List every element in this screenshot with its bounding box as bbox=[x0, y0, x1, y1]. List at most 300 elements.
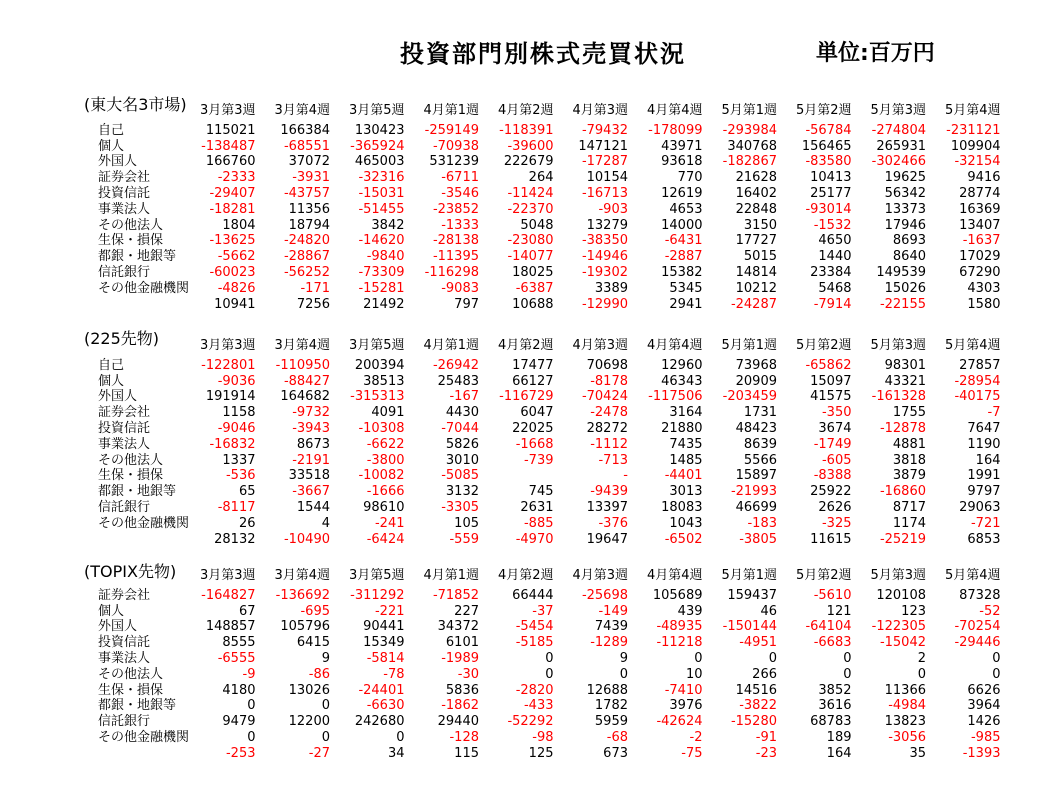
value-cell: 1544 bbox=[296, 499, 330, 515]
value-cell: 22848 bbox=[735, 201, 777, 217]
value-cell: -325 bbox=[821, 515, 852, 531]
week-header: 4月第3週 bbox=[572, 568, 628, 583]
value-cell: 105796 bbox=[280, 619, 330, 635]
value-cell: -12990 bbox=[581, 296, 628, 312]
value-cell: 2941 bbox=[669, 296, 703, 312]
value-cell: 3852 bbox=[818, 682, 852, 698]
value-cell: 1440 bbox=[818, 249, 852, 265]
value-cell: 34372 bbox=[437, 619, 479, 635]
value-cell: 43971 bbox=[661, 138, 703, 154]
value-cell: 11615 bbox=[810, 531, 852, 547]
value-cell: 148857 bbox=[205, 619, 256, 635]
value-cell: 0 bbox=[843, 650, 852, 666]
value-cell: -3805 bbox=[739, 531, 777, 547]
week-header: 4月第1週 bbox=[423, 103, 479, 118]
value-cell: 189 bbox=[826, 729, 852, 745]
value-cell: 227 bbox=[454, 603, 479, 619]
value-cell: -259149 bbox=[424, 122, 479, 138]
table-total-row bbox=[90, 297, 1005, 313]
row-label: 都銀・地銀等 bbox=[98, 249, 177, 265]
value-cell: -11218 bbox=[656, 635, 703, 651]
value-cell: -149 bbox=[598, 603, 628, 619]
value-cell: 19647 bbox=[586, 531, 628, 547]
value-cell: -28954 bbox=[954, 373, 1001, 389]
section-title: (225先物) bbox=[84, 329, 160, 348]
value-cell: -1668 bbox=[515, 436, 554, 452]
value-cell: -6387 bbox=[515, 280, 554, 296]
value-cell: 12619 bbox=[661, 185, 703, 201]
table-row bbox=[90, 619, 1005, 635]
value-cell: -8388 bbox=[813, 468, 852, 484]
row-label: 自己 bbox=[98, 357, 125, 373]
value-cell: -559 bbox=[449, 531, 479, 547]
row-label: 個人 bbox=[98, 373, 125, 389]
table-row bbox=[90, 154, 1005, 170]
value-cell: 5959 bbox=[594, 714, 628, 730]
value-cell: -32316 bbox=[358, 170, 405, 186]
value-cell: -136692 bbox=[275, 587, 330, 603]
value-cell: -605 bbox=[821, 452, 852, 468]
value-cell: 1174 bbox=[892, 515, 926, 531]
data-table bbox=[90, 338, 1005, 547]
value-cell: -73309 bbox=[358, 264, 405, 280]
value-cell: -68 bbox=[606, 729, 628, 745]
value-cell: -12878 bbox=[879, 420, 926, 436]
week-header: 4月第4週 bbox=[646, 103, 703, 118]
value-cell: -18281 bbox=[209, 201, 256, 217]
value-cell: 1190 bbox=[967, 436, 1001, 452]
value-cell: 159437 bbox=[727, 587, 777, 603]
value-cell: 3964 bbox=[967, 698, 1001, 714]
value-cell: -9036 bbox=[217, 373, 256, 389]
value-cell: 21880 bbox=[661, 420, 703, 436]
value-cell: -5814 bbox=[366, 650, 405, 666]
value-cell: 12688 bbox=[586, 682, 628, 698]
value-cell: 29063 bbox=[959, 499, 1001, 515]
value-cell: -1289 bbox=[590, 635, 628, 651]
table-row bbox=[90, 139, 1005, 155]
value-cell: -3943 bbox=[292, 420, 330, 436]
value-cell: 3842 bbox=[371, 217, 405, 233]
row-label: 外国人 bbox=[98, 154, 138, 170]
value-cell bbox=[479, 468, 554, 484]
value-cell: -22155 bbox=[879, 296, 926, 312]
value-cell: -10308 bbox=[358, 420, 405, 436]
table-row bbox=[90, 358, 1005, 374]
week-header: 4月第1週 bbox=[423, 568, 479, 583]
value-cell: 115 bbox=[454, 745, 479, 761]
table-row bbox=[90, 730, 1005, 746]
value-cell: -38350 bbox=[581, 233, 628, 249]
week-header: 3月第5週 bbox=[348, 103, 405, 118]
value-cell: 98610 bbox=[363, 499, 405, 515]
value-cell: 8693 bbox=[892, 233, 926, 249]
value-cell: -433 bbox=[523, 698, 554, 714]
value-cell: 0 bbox=[917, 666, 926, 682]
value-cell: -2820 bbox=[515, 682, 554, 698]
value-cell: 3879 bbox=[892, 468, 926, 484]
value-cell: 9416 bbox=[967, 170, 1001, 186]
corner-cell bbox=[90, 338, 181, 354]
value-cell: 3616 bbox=[818, 698, 852, 714]
row-label bbox=[90, 297, 181, 313]
value-cell: 18794 bbox=[288, 217, 330, 233]
week-header: 4月第3週 bbox=[572, 103, 628, 118]
value-cell: 7256 bbox=[296, 296, 330, 312]
week-header: 3月第5週 bbox=[348, 568, 405, 583]
row-label: 都銀・地銀等 bbox=[98, 484, 177, 500]
value-cell: -7 bbox=[987, 405, 1001, 421]
value-cell: 7647 bbox=[967, 420, 1001, 436]
value-cell: 1158 bbox=[222, 405, 256, 421]
value-cell: -70254 bbox=[954, 619, 1001, 635]
value-cell: 37072 bbox=[288, 154, 330, 170]
value-cell: 15097 bbox=[810, 373, 852, 389]
row-label: 信託銀行 bbox=[98, 499, 151, 515]
value-cell: -7914 bbox=[813, 296, 852, 312]
value-cell: 2631 bbox=[520, 499, 554, 515]
value-cell: -4984 bbox=[888, 698, 926, 714]
value-cell: 5566 bbox=[743, 452, 777, 468]
row-label bbox=[90, 746, 181, 762]
value-cell: -42624 bbox=[656, 714, 703, 730]
value-cell: -6555 bbox=[217, 650, 256, 666]
value-cell: 29440 bbox=[437, 714, 479, 730]
value-cell: -1862 bbox=[441, 698, 479, 714]
week-header: 5月第3週 bbox=[870, 103, 926, 118]
value-cell: -51455 bbox=[358, 201, 405, 217]
value-cell: -167 bbox=[449, 389, 479, 405]
value-cell: -22370 bbox=[507, 201, 554, 217]
table-row bbox=[90, 437, 1005, 453]
row-label: 事業法人 bbox=[98, 436, 151, 452]
value-cell: 797 bbox=[454, 296, 479, 312]
value-cell: 12200 bbox=[288, 714, 330, 730]
value-cell: -88427 bbox=[283, 373, 330, 389]
value-cell: 3132 bbox=[445, 484, 479, 500]
value-cell: -6431 bbox=[664, 233, 703, 249]
value-cell: 15897 bbox=[735, 468, 777, 484]
value-cell: 15026 bbox=[884, 280, 926, 296]
value-cell: 191914 bbox=[205, 389, 256, 405]
table-row bbox=[90, 698, 1005, 714]
value-cell: -15031 bbox=[358, 185, 405, 201]
value-cell: 264 bbox=[528, 170, 554, 186]
value-cell: 38513 bbox=[363, 373, 405, 389]
table-row bbox=[90, 405, 1005, 421]
value-cell: -274804 bbox=[871, 122, 926, 138]
value-cell: 10212 bbox=[735, 280, 777, 296]
value-cell: 68783 bbox=[810, 714, 852, 730]
value-cell: 8640 bbox=[892, 249, 926, 265]
value-cell: -10082 bbox=[358, 468, 405, 484]
value-cell: -4401 bbox=[664, 468, 703, 484]
value-cell: -24820 bbox=[283, 233, 330, 249]
value-cell: -122305 bbox=[871, 619, 926, 635]
value-cell: 164682 bbox=[280, 389, 330, 405]
week-header: 3月第3週 bbox=[199, 338, 256, 353]
value-cell: 120108 bbox=[876, 587, 926, 603]
value-cell: 1991 bbox=[967, 468, 1001, 484]
value-cell: -52 bbox=[979, 603, 1001, 619]
value-cell: -885 bbox=[523, 515, 554, 531]
value-cell: 70698 bbox=[586, 357, 628, 373]
value-cell: -3305 bbox=[441, 499, 479, 515]
value-cell: -6502 bbox=[664, 531, 703, 547]
value-cell: -11424 bbox=[507, 185, 554, 201]
week-header: 3月第4週 bbox=[274, 568, 330, 583]
value-cell: 90441 bbox=[363, 619, 405, 635]
table-row bbox=[90, 484, 1005, 500]
value-cell: -178099 bbox=[648, 122, 703, 138]
value-cell: 21628 bbox=[735, 170, 777, 186]
value-cell: 18025 bbox=[512, 264, 554, 280]
value-cell: -903 bbox=[598, 201, 628, 217]
value-cell: -3056 bbox=[888, 729, 926, 745]
value-cell: -14946 bbox=[581, 249, 628, 265]
value-cell: -110950 bbox=[275, 357, 330, 373]
value-cell: 9479 bbox=[222, 714, 256, 730]
row-label: 都銀・地銀等 bbox=[98, 698, 177, 714]
value-cell: 21492 bbox=[363, 296, 405, 312]
value-cell: -2887 bbox=[664, 249, 703, 265]
value-cell: -241 bbox=[374, 515, 405, 531]
value-cell: 4430 bbox=[445, 405, 479, 421]
value-cell: 34 bbox=[387, 745, 405, 761]
value-cell: 15349 bbox=[363, 635, 405, 651]
week-header: 5月第3週 bbox=[870, 568, 926, 583]
value-cell: 56342 bbox=[884, 185, 926, 201]
value-cell: -739 bbox=[523, 452, 554, 468]
row-label: その他法人 bbox=[98, 452, 164, 468]
value-cell: 164 bbox=[826, 745, 852, 761]
table-row bbox=[90, 123, 1005, 139]
table-row bbox=[90, 714, 1005, 730]
value-cell: 13026 bbox=[288, 682, 330, 698]
table-row bbox=[90, 588, 1005, 604]
value-cell: -23080 bbox=[507, 233, 554, 249]
value-cell: 10154 bbox=[586, 170, 628, 186]
value-cell: -13625 bbox=[209, 233, 256, 249]
value-cell: 16402 bbox=[735, 185, 777, 201]
value-cell: -25219 bbox=[879, 531, 926, 547]
value-cell: 0 bbox=[396, 729, 405, 745]
value-cell: -171 bbox=[300, 280, 330, 296]
value-cell: -5662 bbox=[217, 249, 256, 265]
row-label: 外国人 bbox=[98, 389, 138, 405]
value-cell: 25177 bbox=[810, 185, 852, 201]
value-cell: 0 bbox=[768, 650, 777, 666]
week-header: 4月第4週 bbox=[646, 568, 703, 583]
value-cell: -71852 bbox=[432, 587, 479, 603]
week-header: 4月第4週 bbox=[646, 338, 703, 353]
value-cell: 164 bbox=[975, 452, 1001, 468]
table-row bbox=[90, 202, 1005, 218]
value-cell: -5185 bbox=[515, 635, 554, 651]
value-cell: 20909 bbox=[735, 373, 777, 389]
table-row bbox=[90, 186, 1005, 202]
value-cell: 3674 bbox=[818, 420, 852, 436]
value-cell: -116729 bbox=[499, 389, 554, 405]
value-cell: 147121 bbox=[578, 138, 628, 154]
value-cell: -182867 bbox=[722, 154, 777, 170]
value-cell: -9439 bbox=[590, 484, 628, 500]
value-cell: 673 bbox=[603, 745, 628, 761]
value-cell: -43757 bbox=[283, 185, 330, 201]
value-cell: 770 bbox=[677, 170, 703, 186]
value-cell: 1804 bbox=[222, 217, 256, 233]
value-cell: 0 bbox=[247, 698, 256, 714]
value-cell: -3931 bbox=[292, 170, 330, 186]
value-cell: -19302 bbox=[581, 264, 628, 280]
row-label: 投資信託 bbox=[98, 635, 151, 651]
value-cell: 65 bbox=[238, 484, 256, 500]
value-cell: -128 bbox=[449, 729, 479, 745]
value-cell: 5015 bbox=[743, 249, 777, 265]
value-cell: -5085 bbox=[441, 468, 479, 484]
value-cell: -23 bbox=[755, 745, 777, 761]
value-cell: -293984 bbox=[722, 122, 777, 138]
table-row bbox=[90, 683, 1005, 699]
value-cell: -9046 bbox=[217, 420, 256, 436]
value-cell: 9797 bbox=[967, 484, 1001, 500]
value-cell: 109904 bbox=[950, 138, 1001, 154]
week-header: 4月第2週 bbox=[497, 103, 554, 118]
value-cell: -78 bbox=[383, 666, 405, 682]
week-header: 3月第4週 bbox=[274, 103, 330, 118]
value-cell: -713 bbox=[598, 452, 628, 468]
value-cell: -1112 bbox=[590, 436, 628, 452]
value-cell: 4091 bbox=[371, 405, 405, 421]
value-cell: -40175 bbox=[954, 389, 1001, 405]
value-cell: -98 bbox=[532, 729, 554, 745]
value-cell: 123 bbox=[901, 603, 926, 619]
value-cell: -302466 bbox=[871, 154, 926, 170]
value-cell: 0 bbox=[321, 729, 330, 745]
value-cell: 17727 bbox=[735, 233, 777, 249]
value-cell: 156465 bbox=[801, 138, 852, 154]
value-cell: -1749 bbox=[813, 436, 852, 452]
value-cell: 1580 bbox=[967, 296, 1001, 312]
value-cell: 73968 bbox=[735, 357, 777, 373]
value-cell: 46699 bbox=[735, 499, 777, 515]
table-row bbox=[90, 500, 1005, 516]
table-row bbox=[90, 233, 1005, 249]
value-cell: 0 bbox=[247, 729, 256, 745]
value-cell: -17287 bbox=[581, 154, 628, 170]
week-header: 5月第2週 bbox=[795, 338, 852, 353]
row-label: 自己 bbox=[98, 122, 125, 138]
table-row bbox=[90, 453, 1005, 469]
value-cell: -65862 bbox=[805, 357, 852, 373]
value-cell: 11366 bbox=[884, 682, 926, 698]
row-label: 投資信託 bbox=[98, 420, 151, 436]
value-cell: -68551 bbox=[283, 138, 330, 154]
value-cell: -91 bbox=[755, 729, 777, 745]
value-cell: 13279 bbox=[586, 217, 628, 233]
value-cell: 531239 bbox=[429, 154, 479, 170]
value-cell: -2333 bbox=[217, 170, 256, 186]
value-cell: 2 bbox=[917, 650, 926, 666]
value-cell: -6622 bbox=[366, 436, 405, 452]
value-cell: -8117 bbox=[217, 499, 256, 515]
value-cell: -3822 bbox=[739, 698, 777, 714]
value-cell: 5345 bbox=[669, 280, 703, 296]
page-title: 投資部門別株式売買状況 bbox=[400, 40, 686, 68]
value-cell: 745 bbox=[528, 484, 554, 500]
value-cell: 3013 bbox=[669, 484, 703, 500]
value-cell: -56784 bbox=[805, 122, 852, 138]
value-cell: 6415 bbox=[296, 635, 330, 651]
row-label: 生保・損保 bbox=[98, 233, 164, 249]
value-cell: 10688 bbox=[512, 296, 554, 312]
value-cell: 10941 bbox=[214, 296, 256, 312]
value-cell: 266 bbox=[752, 666, 777, 682]
unit-label: 単位:百万円 bbox=[816, 41, 935, 66]
corner-cell bbox=[90, 568, 181, 584]
value-cell: 0 bbox=[992, 666, 1001, 682]
value-cell: -93014 bbox=[805, 201, 852, 217]
value-cell: 8717 bbox=[892, 499, 926, 515]
value-cell: 41575 bbox=[810, 389, 852, 405]
value-cell: 13373 bbox=[884, 201, 926, 217]
table-row bbox=[90, 516, 1005, 532]
value-cell: -9732 bbox=[292, 405, 330, 421]
value-cell: -39600 bbox=[507, 138, 554, 154]
value-cell: 66127 bbox=[512, 373, 554, 389]
value-cell: -83580 bbox=[805, 154, 852, 170]
value-cell: 1731 bbox=[743, 405, 777, 421]
value-cell: -10490 bbox=[283, 531, 330, 547]
value-cell: 35 bbox=[909, 745, 926, 761]
value-cell: 105689 bbox=[652, 587, 703, 603]
value-cell: -3800 bbox=[366, 452, 405, 468]
row-label: 外国人 bbox=[98, 619, 138, 635]
value-cell: 17477 bbox=[512, 357, 554, 373]
value-cell: -79432 bbox=[581, 122, 628, 138]
value-cell: -25698 bbox=[581, 587, 628, 603]
value-cell: -985 bbox=[970, 729, 1001, 745]
value-cell: 0 bbox=[992, 650, 1001, 666]
value-cell: 1426 bbox=[967, 714, 1001, 730]
row-label: 証券会社 bbox=[98, 405, 151, 421]
value-cell: -75 bbox=[681, 745, 703, 761]
week-header: 5月第2週 bbox=[795, 103, 852, 118]
value-cell: -9 bbox=[242, 666, 256, 682]
value-cell: 25483 bbox=[437, 373, 479, 389]
value-cell: -721 bbox=[970, 515, 1001, 531]
value-cell: 8673 bbox=[296, 436, 330, 452]
row-label: 個人 bbox=[98, 603, 125, 619]
value-cell: 115021 bbox=[205, 122, 256, 138]
value-cell: -9083 bbox=[441, 280, 479, 296]
table-row bbox=[90, 667, 1005, 683]
value-cell: 14000 bbox=[661, 217, 703, 233]
value-cell: 4881 bbox=[892, 436, 926, 452]
value-cell: -27 bbox=[308, 745, 330, 761]
week-header-row bbox=[90, 338, 1005, 354]
value-cell: 8555 bbox=[222, 635, 256, 651]
week-header-row bbox=[90, 568, 1005, 584]
value-cell: -64104 bbox=[805, 619, 852, 635]
table-row bbox=[90, 281, 1005, 297]
corner-cell bbox=[90, 103, 181, 119]
value-cell: 166384 bbox=[280, 122, 330, 138]
value-cell: 121 bbox=[826, 603, 852, 619]
value-cell: -4970 bbox=[515, 531, 554, 547]
value-cell: -8178 bbox=[590, 373, 628, 389]
row-label: その他金融機関 bbox=[98, 515, 190, 531]
